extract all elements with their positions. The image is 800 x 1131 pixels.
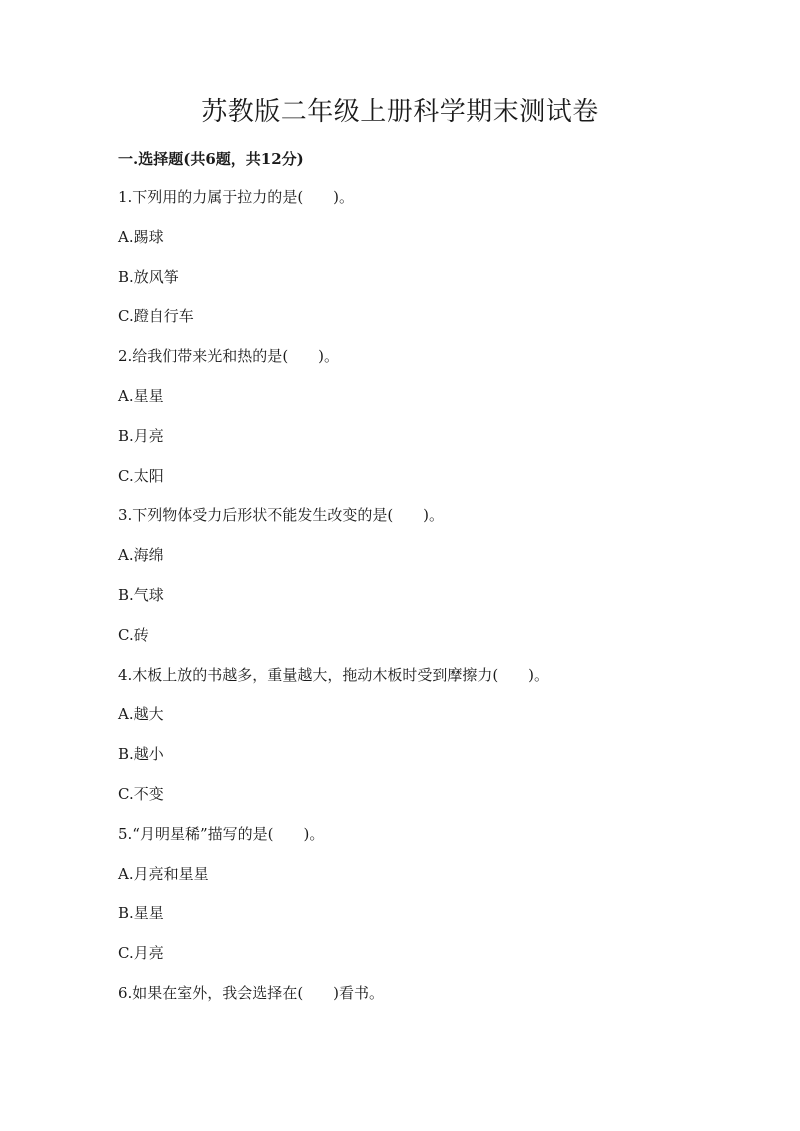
option-a: A.踢球 <box>118 227 164 246</box>
question-stem: 4.木板上放的书越多，重量越大，拖动木板时受到摩擦力( )。 <box>118 665 550 684</box>
question-stem: 5.“月明星稀”描写的是( )。 <box>118 824 325 843</box>
question-stem: 6.如果在室外，我会选择在( )看书。 <box>118 983 385 1002</box>
option-b: B.越小 <box>118 745 164 764</box>
option-c: C.太阳 <box>118 466 164 485</box>
question-stem: 3.下列物体受力后形状不能发生改变的是( )。 <box>118 506 445 525</box>
document-title: 苏教版二年级上册科学期末测试卷 <box>201 97 599 127</box>
option-b: B.星星 <box>118 904 164 923</box>
option-a: A.海绵 <box>118 546 164 565</box>
question-list <box>118 140 738 1014</box>
option-b: B.月亮 <box>118 426 164 445</box>
option-c: C.蹬自行车 <box>118 307 194 326</box>
option-a: A.月亮和星星 <box>118 864 209 883</box>
option-c: C.不变 <box>118 784 164 803</box>
option-c: C.月亮 <box>118 944 164 963</box>
option-a: A.越大 <box>118 705 164 724</box>
question-stem: 2.给我们带来光和热的是( )。 <box>118 347 340 366</box>
section-heading: 一.选择题(共6题，共12分) <box>118 150 304 168</box>
option-b: B.放风筝 <box>118 267 179 286</box>
option-b: B.气球 <box>118 585 164 604</box>
option-a: A.星星 <box>118 386 164 405</box>
option-c: C.砖 <box>118 625 149 644</box>
question-stem: 1.下列用的力属于拉力的是( )。 <box>118 188 355 206</box>
